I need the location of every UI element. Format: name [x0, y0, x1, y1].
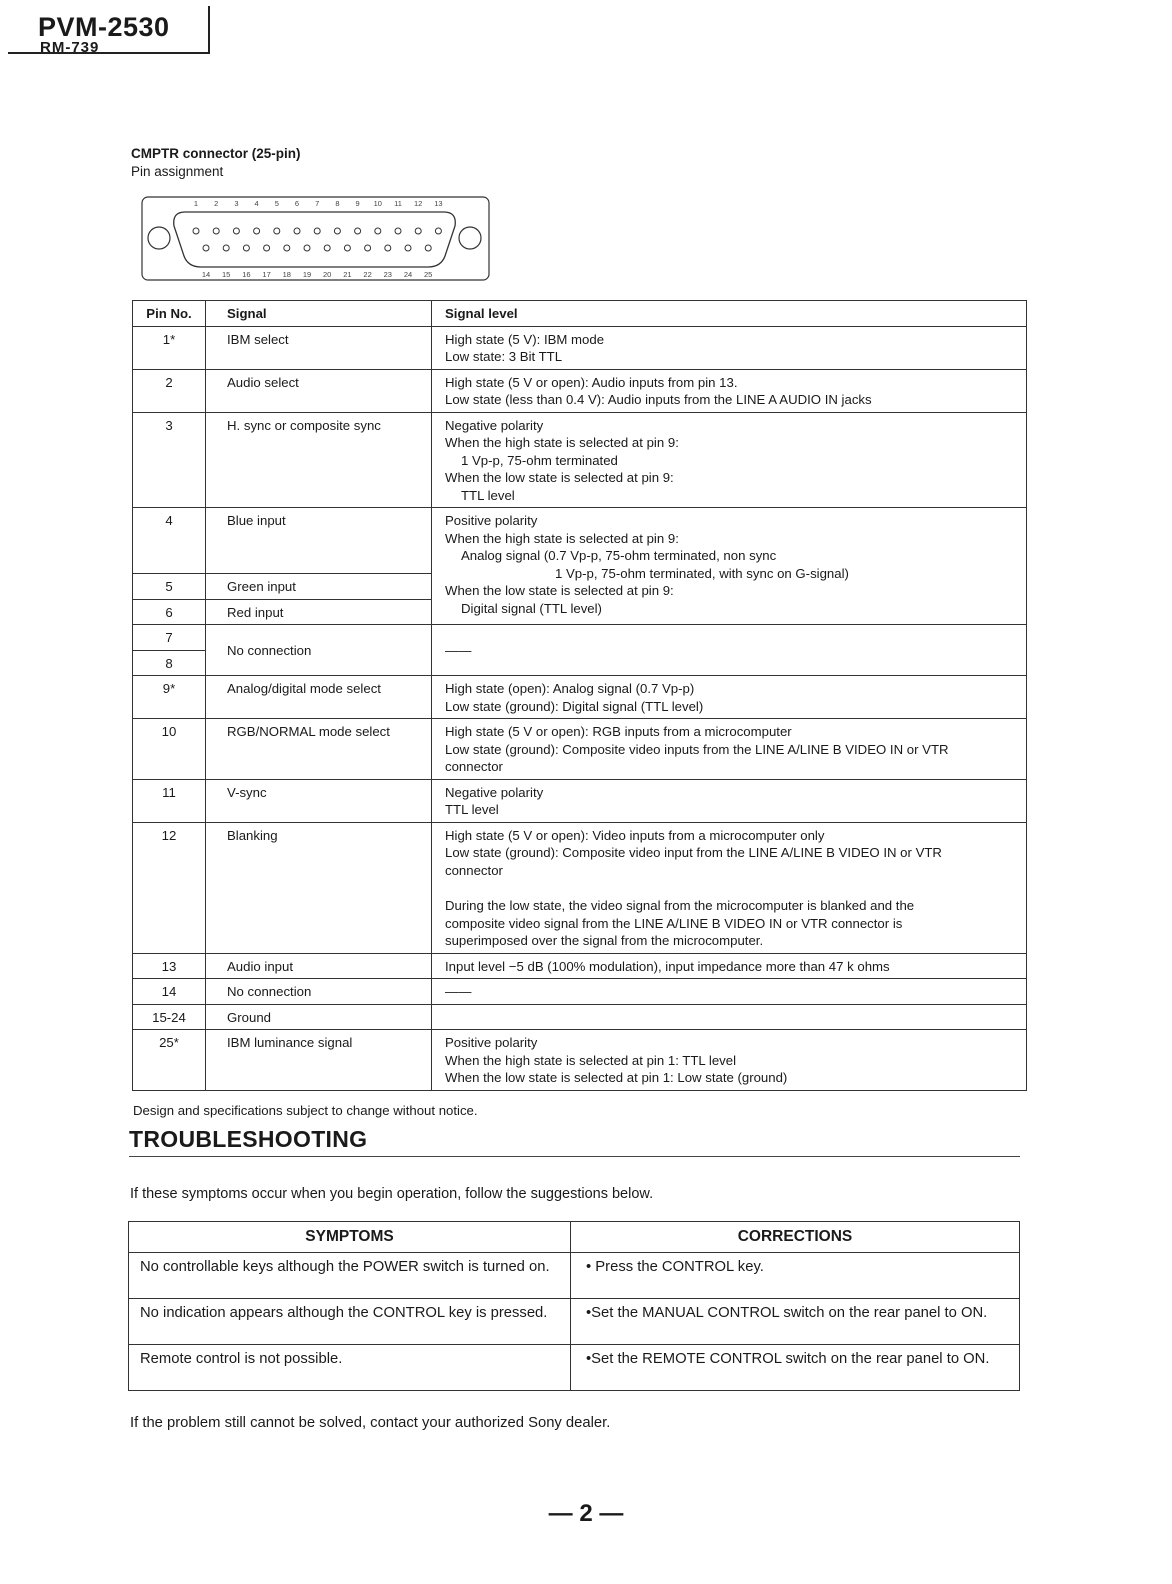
pin-label-bottom: 17	[262, 270, 271, 279]
level-line: Low state (ground): Composite video inputs from the LINE A/LINE B VIDEO IN or VTR	[445, 741, 949, 757]
mounting-hole-right	[459, 227, 481, 249]
specification-notice: Design and specifications subject to change without notice.	[133, 1103, 478, 1118]
pin-label-top: 3	[234, 199, 239, 208]
level-line: Low state (less than 0.4 V): Audio inputs from the LINE A AUDIO IN jacks	[445, 392, 872, 407]
level-line: When the high state is selected at pin 9:	[445, 435, 679, 450]
pin-signal: Red input	[206, 599, 432, 625]
correction-cell: • Press the CONTROL key.	[571, 1253, 1020, 1299]
table-row	[133, 1030, 1027, 1091]
level-line: Negative polarity	[445, 417, 544, 433]
connector-pin	[355, 228, 361, 234]
pin-number: 12	[133, 822, 206, 953]
connector-pin	[395, 228, 401, 234]
mounting-hole-left	[148, 227, 170, 249]
table-row	[133, 953, 1027, 979]
level-line: When the low state is selected at pin 9:	[445, 583, 674, 598]
pin-label-bottom: 15	[222, 270, 231, 279]
connector-pin	[193, 228, 199, 234]
connector-pin	[213, 228, 219, 234]
connector-pin	[274, 228, 280, 234]
symptom-cell: No controllable keys although the POWER switch is turned on.	[129, 1253, 571, 1299]
pin-signal-level	[432, 779, 1027, 822]
level-line: High state (5 V or open): Video inputs from a microcomputer only	[445, 827, 825, 843]
pin-label-top: 2	[214, 199, 219, 208]
page-number: — 2 —	[548, 1500, 624, 1527]
pin-label-top: 6	[294, 199, 300, 208]
table-header-row	[129, 1222, 1020, 1253]
pin-number: 9*	[133, 676, 206, 719]
connector-pin	[254, 228, 260, 234]
pin-assignment-table	[132, 300, 1027, 1091]
table-row	[133, 1004, 1027, 1030]
level-line: When the high state is selected at pin 9:	[445, 530, 679, 546]
pin-signal-level	[432, 1030, 1027, 1091]
correction-cell: •Set the MANUAL CONTROL switch on the rear panel to ON.	[571, 1299, 1020, 1345]
symptom-cell: No indication appears although the CONTROL key is pressed.	[129, 1299, 571, 1345]
level-line: Positive polarity	[445, 513, 538, 528]
connector-pin	[294, 228, 300, 234]
pin-number: 7	[133, 625, 206, 651]
connector-title: CMPTR connector (25-pin)	[131, 146, 301, 161]
header-signal-level: Signal level	[432, 301, 1027, 327]
pin-signal: Green input	[206, 574, 432, 600]
pin-number: 4	[133, 508, 206, 574]
connector-pin	[324, 245, 330, 251]
level-line: TTL level	[445, 802, 499, 817]
pin-signal-level: ——	[432, 625, 1027, 676]
pin-label-top: 1	[193, 199, 199, 208]
pin-signal: Blanking	[206, 822, 432, 953]
pin-signal: RGB/NORMAL mode select	[206, 719, 432, 780]
pin-number: 13	[133, 953, 206, 979]
pin-signal-level-rgb	[432, 508, 1027, 625]
pin-signal-level	[432, 979, 1027, 1005]
table-row	[133, 676, 1027, 719]
table-row	[129, 1345, 1020, 1391]
level-line: Low state (ground): Composite video input from the LINE A/LINE B VIDEO IN or VTR	[445, 845, 942, 860]
pin-number: 8	[133, 650, 206, 676]
pin-label-bottom: 25	[424, 270, 433, 279]
level-line: Positive polarity	[445, 1035, 538, 1050]
table-row	[133, 625, 1027, 651]
connector-pin	[405, 245, 411, 251]
connector-pin	[243, 245, 249, 251]
level-line: ——	[445, 984, 472, 999]
connector-pin	[264, 245, 270, 251]
table-row	[133, 822, 1027, 953]
pin-label-top: 4	[254, 199, 259, 208]
pin-signal-level	[432, 953, 1027, 979]
pin-number: 2	[133, 369, 206, 412]
connector-pin	[203, 245, 209, 251]
model-header	[8, 6, 210, 54]
level-line: Low state (ground): Digital signal (TTL level)	[445, 698, 704, 714]
level-line: 1 Vp-p, 75-ohm terminated, with sync on G-signal)	[555, 565, 849, 581]
table-row	[129, 1253, 1020, 1299]
pin-signal-level	[432, 822, 1027, 953]
pin-signal: No connection	[206, 625, 432, 676]
pin-number: 11	[133, 779, 206, 822]
pin-signal: H. sync or composite sync	[206, 412, 432, 508]
level-line: High state (5 V or open): Audio inputs from pin 13.	[445, 374, 738, 390]
connector-pin	[223, 245, 229, 251]
level-line: 1 Vp-p, 75-ohm terminated	[461, 452, 618, 468]
pin-number: 5	[133, 574, 206, 600]
pin-number: 14	[133, 979, 206, 1005]
level-line: High state (5 V): IBM mode	[445, 331, 605, 347]
connector-pin	[334, 228, 340, 234]
pin-number: 25*	[133, 1030, 206, 1091]
pin-label-top: 12	[414, 199, 423, 208]
pin-signal-level	[432, 326, 1027, 369]
connector-pin	[375, 228, 381, 234]
level-line: Negative polarity	[445, 784, 544, 800]
level-line: When the low state is selected at pin 1: Low state (ground)	[445, 1070, 788, 1085]
level-line: composite video signal from the LINE A/LINE B VIDEO IN or VTR connector is	[445, 915, 903, 931]
pin-signal: V-sync	[206, 779, 432, 822]
pin-signal-level	[432, 719, 1027, 780]
pin-label-top: 13	[434, 199, 443, 208]
pin-signal: IBM select	[206, 326, 432, 369]
pin-number: 15-24	[133, 1004, 206, 1030]
connector-pin	[304, 245, 310, 251]
pin-signal: Analog/digital mode select	[206, 676, 432, 719]
title-divider	[129, 1156, 1020, 1157]
level-line: TTL level	[461, 487, 515, 503]
table-row	[133, 326, 1027, 369]
pin-label-bottom: 23	[383, 270, 392, 279]
connector-pin	[344, 245, 350, 251]
pin-label-bottom: 20	[323, 270, 332, 279]
connector-pin	[365, 245, 371, 251]
level-line: connector	[445, 862, 503, 878]
header-corrections: CORRECTIONS	[571, 1222, 1020, 1253]
pin-number: 10	[133, 719, 206, 780]
table-header-row	[133, 301, 1027, 327]
connector-pin	[314, 228, 320, 234]
pin-label-top: 8	[335, 199, 340, 208]
level-line: superimposed over the signal from the microcomputer.	[445, 933, 764, 948]
level-line: connector	[445, 759, 503, 774]
pin-label-bottom: 16	[242, 270, 251, 279]
table-row	[133, 369, 1027, 412]
pin-signal: No connection	[206, 979, 432, 1005]
model-number: PVM-2530	[38, 12, 170, 42]
table-row	[129, 1299, 1020, 1345]
pin-label-top: 11	[394, 199, 402, 208]
connector-subtitle: Pin assignment	[131, 164, 224, 179]
pin-signal-level	[432, 369, 1027, 412]
pin-label-top: 9	[355, 199, 360, 208]
pin-label-bottom: 18	[282, 270, 291, 279]
spacer	[445, 879, 1018, 897]
header-signal: Signal	[206, 301, 432, 327]
correction-cell: •Set the REMOTE CONTROL switch on the rear panel to ON.	[571, 1345, 1020, 1391]
troubleshooting-table	[128, 1221, 1020, 1391]
level-line: High state (5 V or open): RGB inputs from a microcomputer	[445, 724, 792, 739]
connector-pin	[233, 228, 239, 234]
level-line: During the low state, the video signal from the microcomputer is blanked and the	[445, 898, 915, 913]
table-row	[133, 508, 1027, 574]
pin-label-top: 7	[315, 199, 320, 208]
pin-label-bottom: 19	[302, 270, 312, 279]
pin-label-bottom: 24	[403, 270, 413, 279]
pin-label-bottom: 22	[363, 270, 372, 279]
pin-label-top: 5	[274, 199, 279, 208]
table-row	[133, 979, 1027, 1005]
header-pin-no: Pin No.	[133, 301, 206, 327]
level-line: Digital signal (TTL level)	[461, 600, 602, 616]
pin-label-bottom: 14	[201, 270, 211, 279]
level-line: Analog signal (0.7 Vp-p, 75-ohm terminated, non sync	[461, 548, 777, 563]
level-line: Input level −5 dB (100% modulation), input impedance more than 47 k ohms	[445, 958, 890, 974]
connector-pin	[284, 245, 290, 251]
pin-signal: Audio select	[206, 369, 432, 412]
level-line: When the low state is selected at pin 9:	[445, 470, 674, 485]
pin-label-top: 10	[373, 199, 382, 208]
connector-pin	[415, 228, 421, 234]
level-line: High state (open): Analog signal (0.7 Vp-p)	[445, 681, 695, 696]
header-symptoms: SYMPTOMS	[129, 1222, 571, 1253]
troubleshooting-title: TROUBLESHOOTING	[129, 1126, 368, 1152]
table-row	[133, 412, 1027, 508]
pin-number: 3	[133, 412, 206, 508]
connector-pin	[435, 228, 441, 234]
symptom-cell: Remote control is not possible.	[129, 1345, 571, 1391]
pin-number: 1*	[133, 326, 206, 369]
connector-pin	[385, 245, 391, 251]
remote-model: RM-739	[40, 39, 100, 56]
pin-signal: Blue input	[206, 508, 432, 574]
pin-label-bottom: 21	[343, 270, 352, 279]
pin-signal-level	[432, 412, 1027, 508]
pin-signal: IBM luminance signal	[206, 1030, 432, 1091]
pin-signal: Audio input	[206, 953, 432, 979]
pin-signal-level	[432, 676, 1027, 719]
pin-number: 6	[133, 599, 206, 625]
pin-signal-level	[432, 1004, 1027, 1030]
troubleshooting-intro: If these symptoms occur when you begin operation, follow the suggestions below.	[130, 1186, 654, 1202]
dealer-contact-note: If the problem still cannot be solved, contact your authorized Sony dealer.	[130, 1415, 611, 1431]
level-line: Low state: 3 Bit TTL	[445, 349, 563, 364]
connector-pin	[425, 245, 431, 251]
connector-diagram	[141, 196, 491, 282]
table-row	[133, 779, 1027, 822]
table-row	[133, 719, 1027, 780]
pin-signal: Ground	[206, 1004, 432, 1030]
level-line: When the high state is selected at pin 1: TTL level	[445, 1052, 737, 1068]
